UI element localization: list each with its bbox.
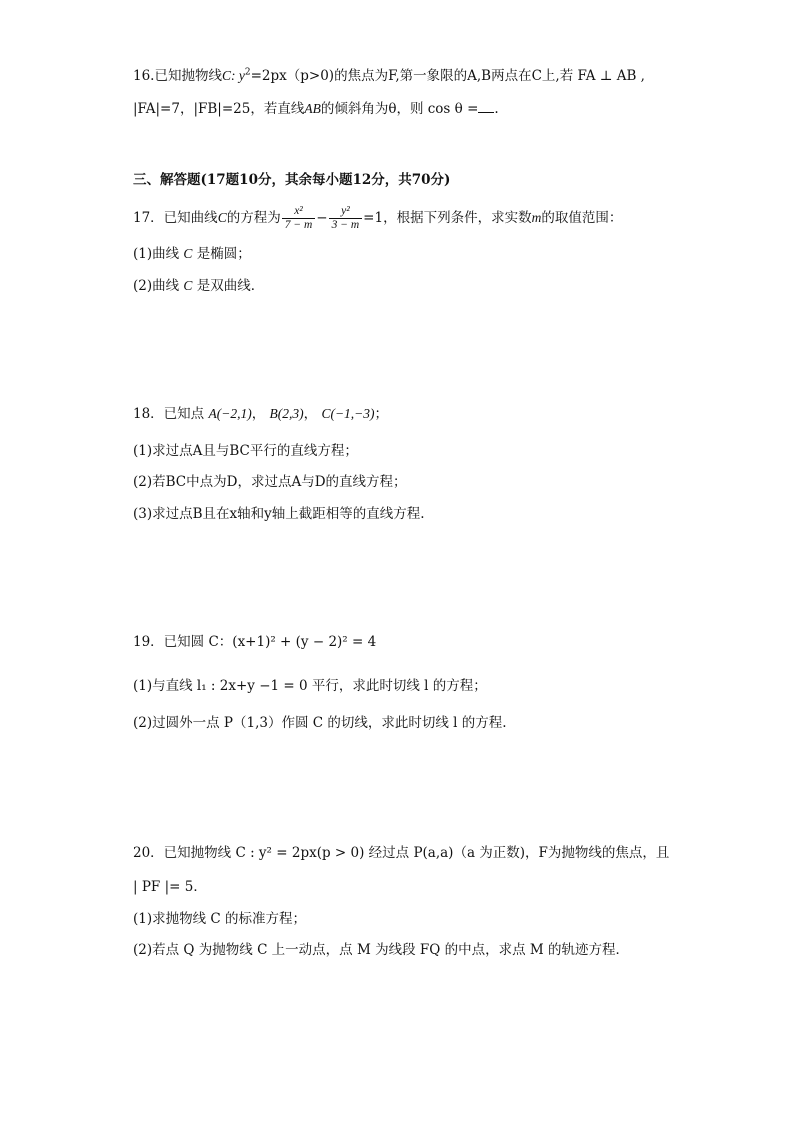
q17-text-b: 的方程为 bbox=[226, 210, 281, 226]
q18-point-b: B(2,3) bbox=[269, 406, 304, 421]
q19-stem: 19．已知圆 C：(x+1)² + (y − 2)² = 4 bbox=[133, 634, 377, 650]
q17-eq: =1，根据下列条件，求实数 bbox=[363, 210, 532, 226]
q18-part1: (1)求过点A且与BC平行的直线方程； bbox=[133, 443, 358, 459]
q16-ab: AB bbox=[304, 101, 321, 116]
q17-p1-curve: C bbox=[183, 246, 193, 261]
q17-frac2-den: 3 − m bbox=[331, 219, 360, 231]
q17-fraction-1 bbox=[282, 205, 316, 232]
q17-p2-text-b: 是双曲线． bbox=[196, 278, 265, 294]
q17-p1-text: (1)曲线 bbox=[133, 246, 180, 262]
q20-stem-2: | PF |= 5． bbox=[133, 879, 207, 895]
q18-point-a: A(−2,1) bbox=[208, 406, 252, 421]
q16-text: 16.已知抛物线 bbox=[133, 68, 222, 84]
q17-part1 bbox=[133, 244, 251, 264]
q17-p1-text-b: 是椭圆； bbox=[196, 246, 251, 262]
q19-part2: (2)过圆外一点 P（1,3）作圆 C 的切线，求此时切线 l 的方程. bbox=[133, 715, 507, 731]
q20-stem: 20．已知抛物线 C : y² = 2px(p > 0) 经过点 P(a,a)（a 为正数)，F为抛物线的焦点，且 bbox=[133, 845, 670, 861]
q18-part3: (3)求过点B且在x轴和y轴上截距相等的直线方程. bbox=[133, 506, 425, 522]
q19-part1: (1)与直线 l₁ : 2x+y −1 = 0 平行，求此时切线 l 的方程； bbox=[133, 678, 487, 694]
q18-end: ； bbox=[374, 406, 389, 422]
q17-frac1-den: 7 − m bbox=[284, 219, 313, 231]
q16-line2-text-b: 的倾斜角为θ，则 cos θ = bbox=[320, 101, 479, 117]
section-title: 三、解答题(17题10分，其余每小题12分，共70分) bbox=[133, 172, 451, 188]
q16-text-cont: =2px（p>0)的焦点为F,第一象限的A,B两点在C上,若 FA ⊥ AB , bbox=[250, 68, 645, 84]
q17-fraction-2 bbox=[329, 205, 363, 232]
q16-exponent: 2 bbox=[244, 67, 251, 78]
q17-m: m bbox=[531, 210, 542, 225]
q16-line2 bbox=[133, 99, 499, 119]
q18-point-c: C(−1,−3) bbox=[321, 406, 375, 421]
q17-p2-text: (2)曲线 bbox=[133, 278, 180, 294]
q17-frac2-num: y² bbox=[329, 205, 363, 219]
q16-line1 bbox=[133, 66, 645, 86]
q17-frac1-num: x² bbox=[282, 205, 316, 219]
q16-line2-text: |FA|=7，|FB|=25，若直线 bbox=[133, 101, 305, 117]
q18-sep-2: ， bbox=[303, 406, 318, 422]
q17-part2 bbox=[133, 276, 264, 296]
q17-curve: C bbox=[217, 210, 227, 225]
q16-eq: : y bbox=[231, 68, 245, 83]
q18-stem bbox=[133, 404, 388, 424]
answer-blank bbox=[478, 100, 494, 113]
q17-minus: − bbox=[316, 210, 328, 226]
q18-sep-1: ， bbox=[251, 406, 266, 422]
q17-stem bbox=[133, 205, 622, 232]
q17-text: 17．已知曲线 bbox=[133, 210, 218, 226]
q20-part1: (1)求抛物线 C 的标准方程； bbox=[133, 911, 307, 927]
q18-text: 18．已知点 bbox=[133, 406, 205, 422]
q20-part2: (2)若点 Q 为抛物线 C 上一动点，点 M 为线段 FQ 的中点，求点 M 的轨迹方程． bbox=[133, 942, 630, 958]
q16-curve: C bbox=[221, 68, 231, 83]
q16-end: . bbox=[494, 101, 499, 117]
q17-p2-curve: C bbox=[183, 278, 193, 293]
q17-text-c: 的取值范围： bbox=[541, 210, 623, 226]
q18-part2: (2)若BC中点为D，求过点A与D的直线方程； bbox=[133, 474, 407, 490]
